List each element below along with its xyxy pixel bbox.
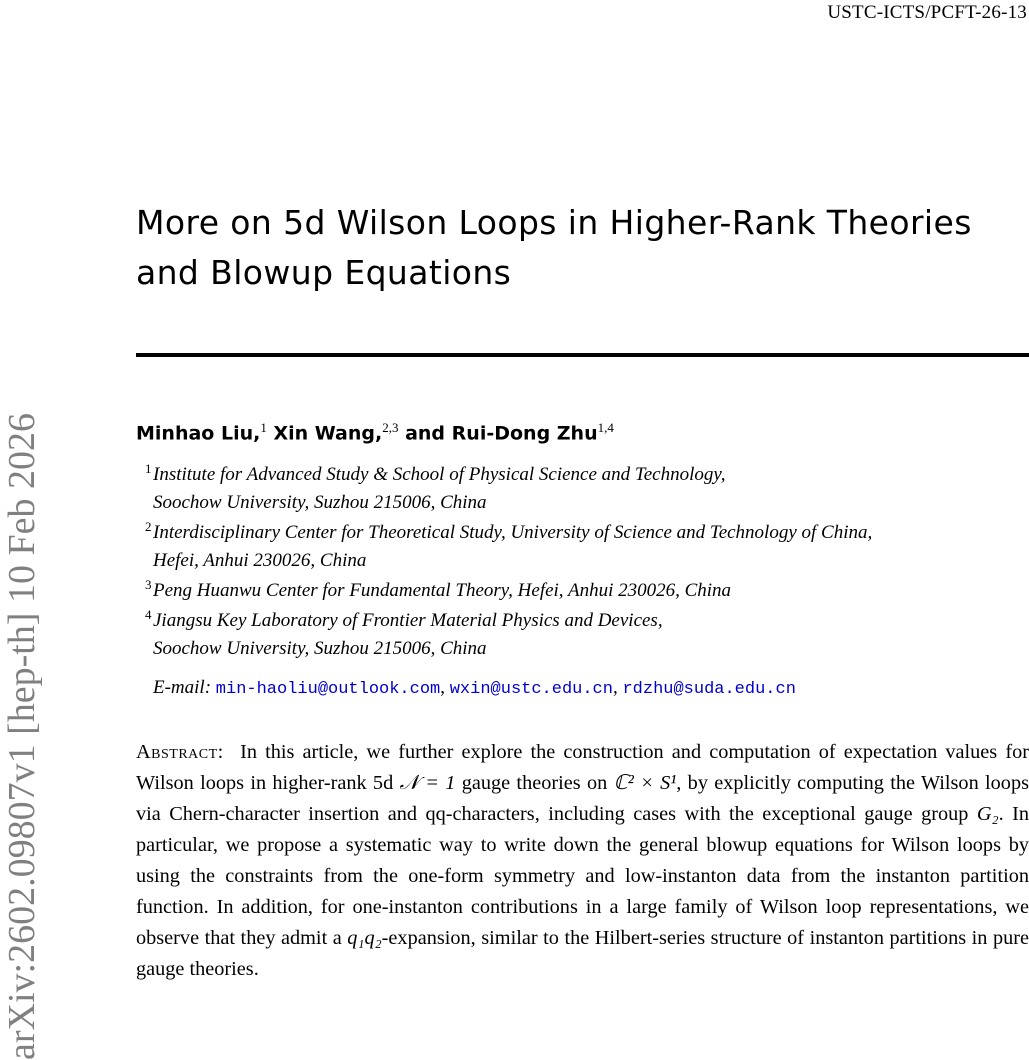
abstract-text: -expansion, similar to the Hilbert-series structure of instanton partitions in pure gauge theories. bbox=[136, 927, 1029, 980]
affiliation-line: Institute for Advanced Study & School of Physical Science and Technology, bbox=[153, 464, 726, 485]
affiliation bbox=[145, 607, 1029, 663]
affiliation-mark: 2 bbox=[145, 519, 152, 534]
affiliation-mark: 4 bbox=[145, 607, 152, 622]
email-link[interactable]: rdzhu@suda.edu.cn bbox=[622, 680, 796, 699]
report-number: USTC-ICTS/PCFT-26-13 bbox=[827, 2, 1027, 23]
email-block: E-mail: min-haoliu@outlook.com, wxin@ustc.edu.cn, rdzhu@suda.edu.cn bbox=[153, 677, 796, 699]
affiliation-mark: 1 bbox=[145, 461, 152, 476]
title-line-1: More on 5d Wilson Loops in Higher-Rank Theories bbox=[136, 203, 972, 242]
abstract-heading: Abstract: bbox=[136, 741, 224, 763]
affiliation-mark: 3 bbox=[145, 577, 152, 592]
abstract-text: , by explicitly computing the Wilson loops via Chern-character insertion and qq-characters, including cases with the exceptional gauge group bbox=[136, 772, 1029, 825]
affiliation-line: Soochow University, Suzhou 215006, China bbox=[153, 492, 487, 513]
author-affil-mark: 1,4 bbox=[597, 420, 614, 435]
author-affil-mark: 2,3 bbox=[382, 420, 399, 435]
author-list bbox=[136, 420, 614, 444]
math-n-equals-1: 𝒩 = 1 bbox=[399, 772, 456, 794]
affiliation-list bbox=[145, 461, 1029, 665]
paper-title bbox=[136, 198, 1029, 298]
email-link[interactable]: min-haoliu@outlook.com bbox=[215, 680, 441, 699]
email-label: E-mail: bbox=[153, 677, 212, 698]
abstract-text: . In particular, we propose a systematic way to write down the general blowup equations for Wilson loops by using the constraints from the one-form symmetry and low-instanton data from the instanton partition function. In addition, for one-instanton contributions in a large family of Wilson loop representations, we observe that they admit a bbox=[136, 803, 1029, 949]
abstract-text: gauge theories on bbox=[455, 772, 614, 794]
affiliation bbox=[145, 461, 1029, 517]
email-link[interactable]: wxin@ustc.edu.cn bbox=[449, 680, 613, 699]
math-spacetime: ℂ² × S¹ bbox=[613, 772, 677, 794]
abstract-text: In this article, we further explore the construction and computation of expectation values for Wilson loops in higher-rank 5d bbox=[136, 741, 1029, 794]
abstract bbox=[136, 737, 1029, 985]
affiliation-line: Peng Huanwu Center for Fundamental Theory, Hefei, Anhui 230026, China bbox=[153, 580, 732, 601]
author-conjunction: and bbox=[405, 422, 446, 445]
title-rule bbox=[136, 353, 1029, 357]
arxiv-stamp[interactable]: arXiv:2602.09807v1 [hep-th] 10 Feb 2026 bbox=[1, 413, 43, 1060]
math-gauge-group: G₂ bbox=[976, 803, 999, 825]
affiliation bbox=[145, 577, 1029, 605]
math-q1q2: q₁q₂ bbox=[347, 927, 382, 949]
author-name: Rui-Dong Zhu bbox=[451, 422, 598, 445]
affiliation-line: Soochow University, Suzhou 215006, China bbox=[153, 638, 487, 659]
title-line-2: and Blowup Equations bbox=[136, 253, 512, 292]
affiliation-line: Hefei, Anhui 230026, China bbox=[153, 550, 367, 571]
author-affil-mark: 1 bbox=[260, 420, 267, 435]
affiliation bbox=[145, 519, 1029, 575]
affiliation-line: Interdisciplinary Center for Theoretical Study, University of Science and Technology of China, bbox=[153, 522, 873, 543]
affiliation-line: Jiangsu Key Laboratory of Frontier Material Physics and Devices, bbox=[153, 610, 663, 631]
author-name: Minhao Liu, bbox=[136, 422, 261, 445]
author-name: Xin Wang, bbox=[273, 422, 383, 445]
